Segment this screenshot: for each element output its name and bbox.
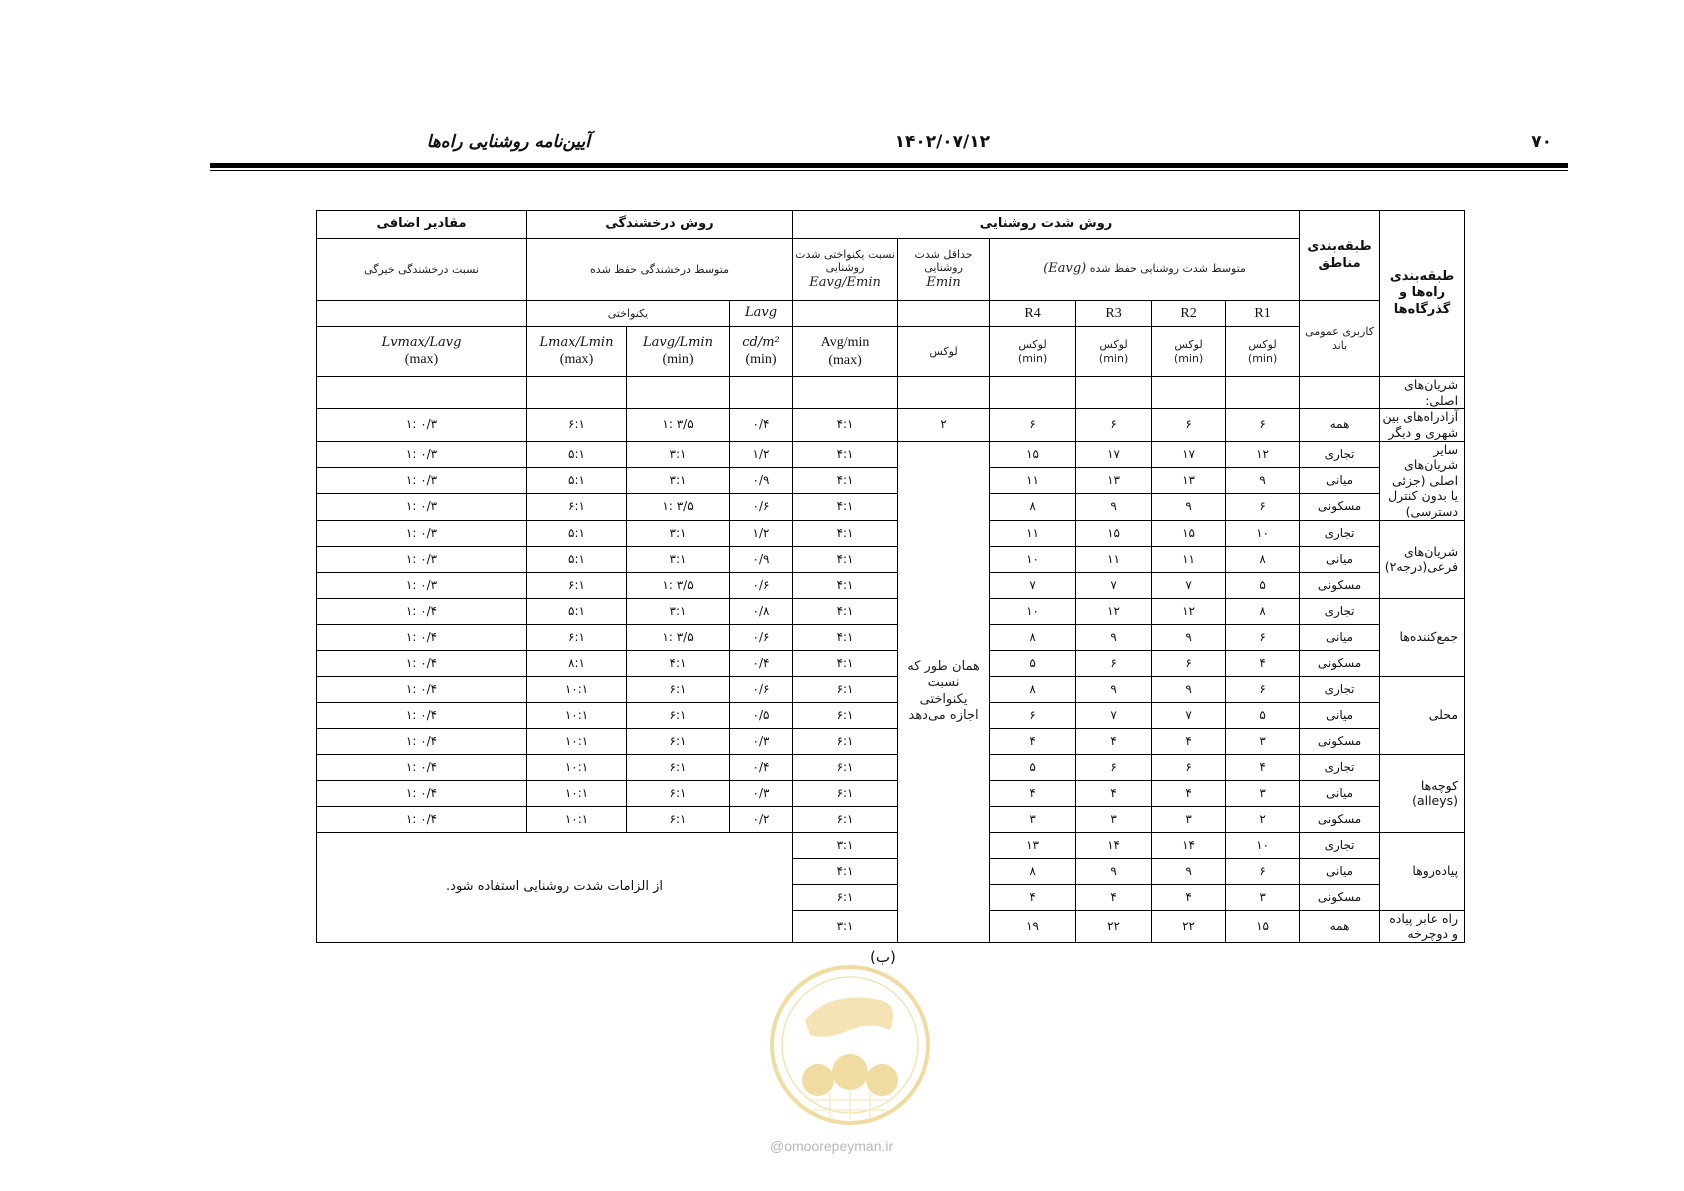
r2-cell: ۱۵ [1152, 520, 1226, 546]
document-date: ۱۴۰۲/۰۷/۱۲ [894, 132, 990, 152]
r1-cell: ۸ [1226, 598, 1300, 624]
lavg-lmin-cell: ۳/۵ :۱ [627, 572, 730, 598]
group-additional-values: مقادیر اضافی [317, 211, 527, 239]
r2-cell: ۹ [1152, 858, 1226, 884]
r2-cell: ۱۱ [1152, 546, 1226, 572]
r2-cell: ۹ [1152, 494, 1226, 520]
r4-cell: ۸ [990, 858, 1076, 884]
glare-cell: ۰/۴ :۱ [317, 702, 527, 728]
header-rule-thick [210, 163, 1568, 168]
zone-cell: مسکونی [1300, 650, 1380, 676]
r4-cell: ۶ [990, 409, 1076, 441]
r3-cell: ۷ [1076, 702, 1152, 728]
table-row [317, 520, 1465, 546]
r2-cell: ۲۲ [1152, 910, 1226, 942]
lmax-lmin-cell: ۱۰:۱ [527, 702, 627, 728]
lavg-lmin-cell: ۳:۱ [627, 598, 730, 624]
r2-cell: ۹ [1152, 676, 1226, 702]
r2-cell: ۱۷ [1152, 441, 1226, 467]
lmax-lmin-cell: ۱۰:۱ [527, 780, 627, 806]
lavg-cell: ۰/۶ [730, 676, 793, 702]
unit-lavg: cd/m² (min) [730, 327, 793, 377]
h-blank-1 [898, 301, 990, 327]
h-glare-ratio: نسبت درخشندگی خیرگی [317, 239, 527, 301]
r3-cell: ۹ [1076, 676, 1152, 702]
h-r1: R1 [1226, 301, 1300, 327]
unit-lmax-lmin: Lmax/Lmin (max) [527, 327, 627, 377]
zone-cell: تجاری [1300, 441, 1380, 467]
lavg-lmin-cell: ۳/۵ :۱ [627, 409, 730, 441]
r3-cell: ۴ [1076, 728, 1152, 754]
zone-cell: تجاری [1300, 832, 1380, 858]
r3-cell: ۷ [1076, 572, 1152, 598]
r4-cell: ۸ [990, 494, 1076, 520]
zone-cell: میانی [1300, 467, 1380, 493]
glare-cell: ۰/۳ :۱ [317, 572, 527, 598]
lmax-lmin-cell: ۵:۱ [527, 546, 627, 572]
zone-cell: تجاری [1300, 520, 1380, 546]
r4-cell: ۱۰ [990, 546, 1076, 572]
lavg-cell: ۰/۴ [730, 650, 793, 676]
zone-cell: میانی [1300, 546, 1380, 572]
r3-cell: ۱۵ [1076, 520, 1152, 546]
h-lavg: Lavg [730, 301, 793, 327]
r2-cell: ۴ [1152, 884, 1226, 910]
r3-cell: ۶ [1076, 754, 1152, 780]
glare-cell: ۰/۴ :۱ [317, 676, 527, 702]
lmax-lmin-cell: ۱۰:۱ [527, 806, 627, 832]
r3-cell: ۱۳ [1076, 467, 1152, 493]
table-row [317, 598, 1465, 624]
lavg-lmin-cell: ۶:۱ [627, 728, 730, 754]
r1-cell: ۱۰ [1226, 520, 1300, 546]
table-caption: (ب) [870, 948, 896, 966]
table-row [317, 572, 1465, 598]
use-illuminance-note: از الزامات شدت روشنایی استفاده شود. [317, 832, 793, 942]
zone-cell: میانی [1300, 702, 1380, 728]
r3-cell: ۶ [1076, 650, 1152, 676]
h-avg-maintained-illuminance: متوسط شدت روشنایی حفظ شده (Eavg) [990, 239, 1300, 301]
ratio-cell: ۶:۱ [793, 806, 898, 832]
road-category: شریان‌های فرعی(درجه۲) [1380, 520, 1465, 598]
r2-cell: ۱۲ [1152, 598, 1226, 624]
r2-cell: ۳ [1152, 806, 1226, 832]
h-r4: R4 [990, 301, 1076, 327]
lmax-lmin-cell: ۶:۱ [527, 494, 627, 520]
r1-cell: ۳ [1226, 780, 1300, 806]
table-header-row-3 [317, 301, 1465, 327]
lavg-cell: ۰/۸ [730, 598, 793, 624]
lavg-cell: ۰/۵ [730, 702, 793, 728]
lavg-cell: ۰/۳ [730, 728, 793, 754]
lavg-lmin-cell: ۳:۱ [627, 520, 730, 546]
r4-cell: ۸ [990, 624, 1076, 650]
h-blank-2 [793, 301, 898, 327]
table-row [317, 650, 1465, 676]
h-r2: R2 [1152, 301, 1226, 327]
lavg-cell: ۱/۲ [730, 441, 793, 467]
ratio-cell: ۶:۱ [793, 780, 898, 806]
road-category: راه عابر پیاده و دوچرخه [1380, 910, 1465, 942]
road-category: محلی [1380, 676, 1465, 754]
r4-cell: ۷ [990, 572, 1076, 598]
glare-cell: ۰/۴ :۱ [317, 650, 527, 676]
ratio-cell: ۶:۱ [793, 884, 898, 910]
road-category: پیاده‌روها [1380, 832, 1465, 910]
r3-cell: ۴ [1076, 884, 1152, 910]
r1-cell: ۵ [1226, 572, 1300, 598]
r1-cell: ۱۵ [1226, 910, 1300, 942]
zone-cell: مسکونی [1300, 572, 1380, 598]
r3-cell: ۹ [1076, 494, 1152, 520]
zone-cell: مسکونی [1300, 806, 1380, 832]
lmax-lmin-cell: ۶:۱ [527, 409, 627, 441]
r1-cell: ۶ [1226, 409, 1300, 441]
r2-cell: ۷ [1152, 702, 1226, 728]
r1-cell: ۲ [1226, 806, 1300, 832]
h-illuminance-uniformity-ratio: نسبت یکنواختی شدت روشنایی Eavg/Emin [793, 239, 898, 301]
r2-cell: ۱۳ [1152, 467, 1226, 493]
r3-cell: ۱۴ [1076, 832, 1152, 858]
lavg-cell: ۰/۶ [730, 624, 793, 650]
r1-cell: ۹ [1226, 467, 1300, 493]
table-row [317, 441, 1465, 467]
ratio-cell: ۳:۱ [793, 910, 898, 942]
r1-cell: ۶ [1226, 494, 1300, 520]
zone-cell: مسکونی [1300, 884, 1380, 910]
r1-cell: ۳ [1226, 728, 1300, 754]
ratio-cell: ۴:۱ [793, 624, 898, 650]
lmax-lmin-cell: ۱۰:۱ [527, 676, 627, 702]
lavg-lmin-cell: ۳/۵ :۱ [627, 624, 730, 650]
ratio-cell: ۴:۱ [793, 572, 898, 598]
lavg-lmin-cell: ۳/۵ :۱ [627, 494, 730, 520]
r4-cell: ۱۱ [990, 467, 1076, 493]
zone-cell: تجاری [1300, 676, 1380, 702]
lavg-cell: ۰/۹ [730, 546, 793, 572]
glare-cell: ۰/۳ :۱ [317, 494, 527, 520]
table-header-row-1 [317, 211, 1465, 239]
unit-lvmax-lavg: Lvmax/Lavg (max) [317, 327, 527, 377]
lavg-cell: ۰/۶ [730, 494, 793, 520]
r4-cell: ۴ [990, 780, 1076, 806]
lavg-lmin-cell: ۳:۱ [627, 546, 730, 572]
r4-cell: ۳ [990, 806, 1076, 832]
r2-cell: ۶ [1152, 754, 1226, 780]
page-header [210, 128, 1568, 158]
r1-cell: ۴ [1226, 754, 1300, 780]
table-row [317, 780, 1465, 806]
h-avg-maintained-luminance: متوسط درخشندگی حفظ شده [527, 239, 793, 301]
watermark-text: @omoorepeyman.ir [770, 1138, 894, 1154]
lmax-lmin-cell: ۵:۱ [527, 520, 627, 546]
omoore-peyman-logo [750, 960, 950, 1130]
zone-cell: میانی [1300, 780, 1380, 806]
r2-cell: ۷ [1152, 572, 1226, 598]
zone-cell: میانی [1300, 624, 1380, 650]
r1-cell: ۱۲ [1226, 441, 1300, 467]
r3-cell: ۲۲ [1076, 910, 1152, 942]
lavg-cell: ۱/۲ [730, 520, 793, 546]
unit-emin: لوکس [898, 327, 990, 377]
glare-cell: ۰/۳ :۱ [317, 520, 527, 546]
table-row [317, 494, 1465, 520]
r4-cell: ۶ [990, 702, 1076, 728]
r3-cell: ۹ [1076, 858, 1152, 884]
r3-cell: ۳ [1076, 806, 1152, 832]
lmax-lmin-cell: ۱۰:۱ [527, 728, 627, 754]
r4-cell: ۸ [990, 676, 1076, 702]
lavg-cell: ۰/۳ [730, 780, 793, 806]
ratio-cell: ۴:۱ [793, 441, 898, 467]
zone-cell: مسکونی [1300, 494, 1380, 520]
r4-cell: ۱۹ [990, 910, 1076, 942]
glare-cell: ۰/۳ :۱ [317, 546, 527, 572]
header-rule-thin [210, 170, 1568, 171]
cat-freeways: آزادراه‌های بین شهری و دیگر [1380, 409, 1465, 441]
r3-cell: ۱۲ [1076, 598, 1152, 624]
document-title: آیین‌نامه روشنایی راه‌ها [426, 132, 590, 152]
table-row [317, 676, 1465, 702]
r4-cell: ۱۰ [990, 598, 1076, 624]
lavg-lmin-cell: ۶:۱ [627, 676, 730, 702]
r4-cell: ۵ [990, 650, 1076, 676]
ratio-cell: ۳:۱ [793, 832, 898, 858]
ratio-cell: ۴:۱ [793, 520, 898, 546]
lmax-lmin-cell: ۵:۱ [527, 441, 627, 467]
r1-cell: ۵ [1226, 702, 1300, 728]
ratio-cell: ۶:۱ [793, 702, 898, 728]
lavg-lmin-cell: ۴:۱ [627, 650, 730, 676]
road-category: جمع‌کننده‌ها [1380, 598, 1465, 676]
glare-cell: ۰/۴ :۱ [317, 624, 527, 650]
unit-r1: لوکس (min) [1226, 327, 1300, 377]
ratio-cell: ۴:۱ [793, 598, 898, 624]
ratio-cell: ۶:۱ [793, 754, 898, 780]
zone-sub-header: کاربری عمومی باند [1300, 301, 1380, 377]
lavg-cell: ۰/۲ [730, 806, 793, 832]
zone-cell: میانی [1300, 858, 1380, 884]
r1-cell: ۳ [1226, 884, 1300, 910]
h-uniformity: یکنواختی [527, 301, 730, 327]
r2-cell: ۹ [1152, 624, 1226, 650]
lavg-cell: ۰/۶ [730, 572, 793, 598]
glare-cell: ۰/۳ :۱ [317, 467, 527, 493]
glare-cell: ۰/۳ :۱ [317, 441, 527, 467]
h-blank-3 [317, 301, 527, 327]
r3-cell: ۹ [1076, 624, 1152, 650]
section-row-main-arterials [317, 377, 1465, 409]
table-header-row-2 [317, 239, 1465, 301]
glare-cell: ۰/۴ :۱ [317, 598, 527, 624]
zone-cell: تجاری [1300, 754, 1380, 780]
emin-cell: ۲ [898, 409, 990, 441]
lmax-lmin-cell: ۸:۱ [527, 650, 627, 676]
r2-cell: ۶ [1152, 409, 1226, 441]
lmax-lmin-cell: ۶:۱ [527, 572, 627, 598]
table-row [317, 546, 1465, 572]
lavg-cell: ۰/۹ [730, 467, 793, 493]
ratio-cell: ۴:۱ [793, 467, 898, 493]
glare-cell: ۰/۴ :۱ [317, 780, 527, 806]
r1-cell: ۶ [1226, 676, 1300, 702]
r4-cell: ۵ [990, 754, 1076, 780]
unit-ratio: Avg/min (max) [793, 327, 898, 377]
r1-cell: ۶ [1226, 858, 1300, 884]
table-row-freeways [317, 409, 1465, 441]
table-header-row-4 [317, 327, 1465, 377]
r2-cell: ۶ [1152, 650, 1226, 676]
unit-lavg-lmin: Lavg/Lmin (min) [627, 327, 730, 377]
page-number: ۷۰ [1531, 132, 1552, 152]
r4-cell: ۱۱ [990, 520, 1076, 546]
lavg-lmin-cell: ۶:۱ [627, 754, 730, 780]
lavg-lmin-cell: ۶:۱ [627, 806, 730, 832]
glare-cell: ۰/۴ :۱ [317, 728, 527, 754]
ratio-cell: ۴:۱ [793, 494, 898, 520]
r4-cell: ۴ [990, 884, 1076, 910]
lmax-lmin-cell: ۶:۱ [527, 624, 627, 650]
table-row [317, 702, 1465, 728]
group-luminance-method: روش درخشندگی [527, 211, 793, 239]
section-main-arterials: شریان‌های اصلی: [1380, 377, 1465, 409]
col-zone-classification: طبقه‌بندی مناطق [1300, 211, 1380, 301]
r4-cell: ۴ [990, 728, 1076, 754]
lavg-lmin-cell: ۶:۱ [627, 780, 730, 806]
r1-cell: ۱۰ [1226, 832, 1300, 858]
group-illuminance-method: روش شدت روشنایی [793, 211, 1300, 239]
table-row [317, 754, 1465, 780]
r3-cell: ۴ [1076, 780, 1152, 806]
glare-cell: ۰/۳ :۱ [317, 409, 527, 441]
unit-r3: لوکس (min) [1076, 327, 1152, 377]
r1-cell: ۶ [1226, 624, 1300, 650]
lmax-lmin-cell: ۱۰:۱ [527, 754, 627, 780]
lmax-lmin-cell: ۵:۱ [527, 467, 627, 493]
r3-cell: ۶ [1076, 409, 1152, 441]
lavg-lmin-cell: ۳:۱ [627, 467, 730, 493]
table-row [317, 467, 1465, 493]
ratio-cell: ۶:۱ [793, 728, 898, 754]
h-r3: R3 [1076, 301, 1152, 327]
ratio-cell: ۴:۱ [793, 858, 898, 884]
lavg-cell: ۰/۴ [730, 754, 793, 780]
col-road-classification: طبقه‌بندی راه‌ها و گذرگاه‌ها [1380, 211, 1465, 377]
table-row [317, 728, 1465, 754]
r3-cell: ۱۷ [1076, 441, 1152, 467]
h-min-illuminance: حداقل شدت روشنایی Emin [898, 239, 990, 301]
r1-cell: ۴ [1226, 650, 1300, 676]
zone-cell: همه [1300, 910, 1380, 942]
r4-cell: ۱۵ [990, 441, 1076, 467]
same-as-uniformity-note: همان طور که نسبت یکنواختی اجازه می‌دهد [898, 441, 990, 942]
unit-r2: لوکس (min) [1152, 327, 1226, 377]
lavg-cell: ۰/۴ [730, 409, 793, 441]
r3-cell: ۱۱ [1076, 546, 1152, 572]
ratio-cell: ۴:۱ [793, 546, 898, 572]
lavg-lmin-cell: ۳:۱ [627, 441, 730, 467]
table-row [317, 832, 1465, 858]
table-row [317, 624, 1465, 650]
glare-cell: ۰/۴ :۱ [317, 754, 527, 780]
zone-cell: همه [1300, 409, 1380, 441]
r4-cell: ۱۳ [990, 832, 1076, 858]
zone-cell: تجاری [1300, 598, 1380, 624]
r2-cell: ۴ [1152, 728, 1226, 754]
ratio-cell: ۴:۱ [793, 650, 898, 676]
ratio-cell: ۴:۱ [793, 409, 898, 441]
table-row [317, 806, 1465, 832]
ratio-cell: ۶:۱ [793, 676, 898, 702]
lighting-requirements-table [316, 210, 1465, 943]
zone-cell: مسکونی [1300, 728, 1380, 754]
lavg-lmin-cell: ۶:۱ [627, 702, 730, 728]
road-category: سایر شریان‌های اصلی (جزئی یا بدون کنترل دسترسی) [1380, 441, 1465, 520]
unit-r4: لوکس (min) [990, 327, 1076, 377]
glare-cell: ۰/۴ :۱ [317, 806, 527, 832]
r2-cell: ۱۴ [1152, 832, 1226, 858]
lmax-lmin-cell: ۵:۱ [527, 598, 627, 624]
r2-cell: ۴ [1152, 780, 1226, 806]
r1-cell: ۸ [1226, 546, 1300, 572]
road-category: کوچه‌ها (alleys) [1380, 754, 1465, 832]
